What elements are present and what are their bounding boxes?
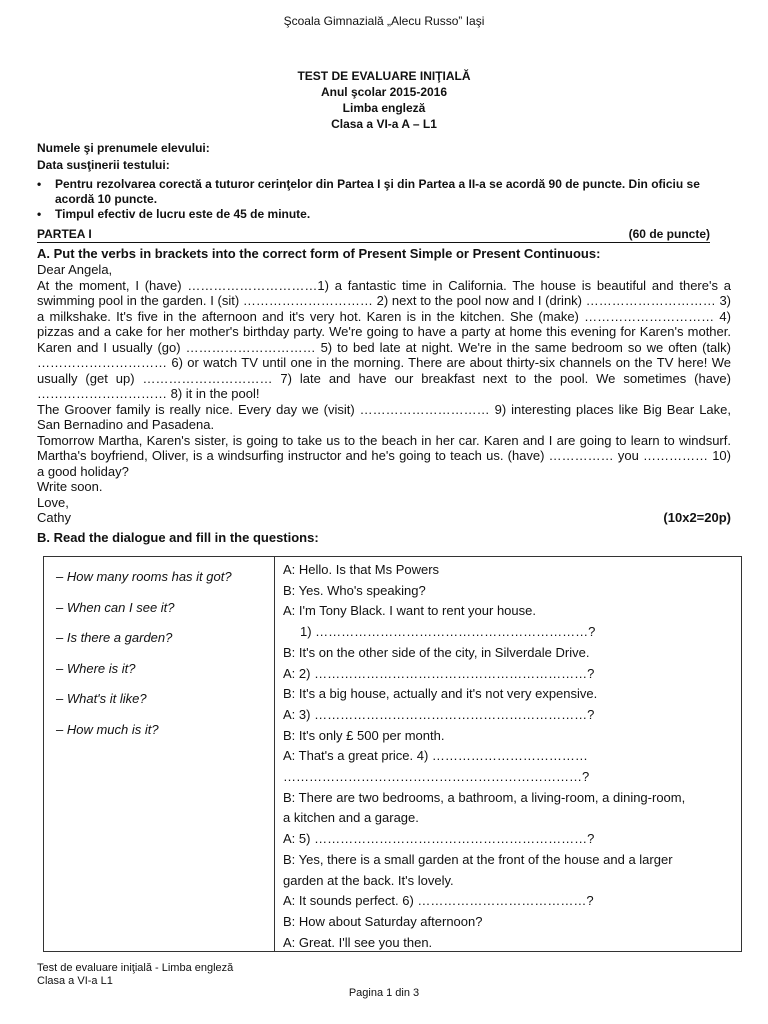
letter-paragraph: The Groover family is really nice. Every day we (visit) ………………………… 9) interesting places like Big Bear Lake, San Bernadino and Pasadena. <box>37 401 731 432</box>
school-name: Şcoala Gimnazială „Alecu Russo” Iaşi <box>283 14 485 28</box>
letter-paragraph: Love, <box>37 494 69 510</box>
dialogue-line: A: 5) ………………………………………………………? <box>283 831 595 847</box>
dialogue-line: 1) ………………………………………………………? <box>300 624 596 640</box>
question-item: – How much is it? <box>56 721 159 737</box>
dialogue-line: B: Yes. Who's speaking? <box>283 582 426 598</box>
student-name-field: Numele şi prenumele elevului: <box>37 141 210 155</box>
student-fields <box>37 140 210 174</box>
question-list <box>56 569 266 752</box>
dialogue-line: A: Hello. Is that Ms Powers <box>283 562 440 577</box>
instruction-item: • Timpul efectiv de lucru este de 45 de minute. <box>37 207 737 222</box>
question-item: – Where is it? <box>56 660 136 676</box>
question-item: – When can I see it? <box>56 599 175 615</box>
letter-paragraph: Dear Angela, <box>37 262 113 277</box>
exercise-a-score: (10x2=20p) <box>663 510 731 525</box>
table-divider <box>274 557 275 951</box>
test-date-field: Data susţinerii testului: <box>37 158 170 172</box>
exercise-a-letter <box>37 262 731 526</box>
dialogue-line: A: It sounds perfect. 6) …………………………………? <box>283 893 594 909</box>
class-label: Clasa a VI-a A – L1 <box>331 117 437 131</box>
dialogue-line: A: I'm Tony Black. I want to rent your house. <box>283 603 536 619</box>
part-one-label: PARTEA I <box>37 227 92 241</box>
letter-paragraph: At the moment, I (have) …………………………1) a fantastic time in California. The house is beautiful and there's a swimming pool in the garden. I (sit) ………………………… 2) next to the pool now and I (drink) ………………………… 3) a milkshake. It's five in the afternoon and it's very hot. Karen is in the kitchen. She (make) ………………………… 4) pizzas and a cake for her mother's birthday party. We're going to have a party at home this evening for Karen's mother. Karen and I usually (go) ………………………… 5) to bed late at night. We're in the same bedroom so we often (talk) ………………………… 6) or watch TV until one in the morning. There are about thirty-six channels on the TV here! We usually (get up) ………………………… 7) late and have our breakfast next to the pool. We sometimes (have) ………………………… 8) it in the pool! <box>37 277 731 401</box>
letter-paragraph: Write soon. <box>37 479 103 494</box>
dialogue-line: A: That's a great price. 4) ……………………………… <box>283 748 588 764</box>
page-footer <box>37 962 233 988</box>
dialogue-line: B: It's on the other side of the city, in Silverdale Drive. <box>283 644 590 660</box>
dialogue-table <box>43 556 742 952</box>
dialogue-line: A: 2) ………………………………………………………? <box>283 665 595 681</box>
question-item: – Is there a garden? <box>56 630 173 645</box>
dialogue-line: garden at the back. It's lovely. <box>283 872 454 888</box>
dialogue-line: a kitchen and a garage. <box>283 810 419 826</box>
letter-paragraph: Tomorrow Martha, Karen's sister, is going to take us to the beach in her car. Karen and I are going to learn to windsurf. Martha's boyfriend, Oliver, is a windsurfing instructor and he's going to teach us. (have) …………… you …………… 10) a good holiday? <box>37 432 731 479</box>
dialogue-line: B: How about Saturday afternoon? <box>283 913 483 929</box>
instructions-list <box>37 177 737 222</box>
exercise-a-instruction: A. Put the verbs in brackets into the correct form of Present Simple or Present Continuous: <box>37 246 601 261</box>
part-one-heading <box>37 227 710 243</box>
dialogue-line: B: It's a big house, actually and it's not very expensive. <box>283 686 598 702</box>
dialogue-line: B: It's only £ 500 per month. <box>283 727 445 743</box>
footer-line: Test de evaluare iniţială - Limba engleză <box>37 962 234 974</box>
dialogue-line: B: There are two bedrooms, a bathroom, a living-room, a dining-room, <box>283 789 686 805</box>
subject: Limba engleză <box>342 101 426 115</box>
school-year: Anul şcolar 2015-2016 <box>320 85 448 99</box>
dialogue-line: B: Yes, there is a small garden at the front of the house and a larger <box>283 851 673 867</box>
letter-paragraph: Cathy <box>37 510 71 525</box>
footer-line: Clasa a VI-a L1 <box>37 975 113 987</box>
dialogue-line: A: Great. I'll see you then. <box>283 934 433 950</box>
test-title: TEST DE EVALUARE INIŢIALĂ <box>297 69 471 83</box>
exercise-b-instruction: B. Read the dialogue and fill in the questions: <box>37 530 319 545</box>
test-title-block <box>0 68 768 132</box>
dialogue-lines <box>283 560 738 953</box>
question-item: – What's it like? <box>56 691 147 706</box>
page-number: Pagina 1 din 3 <box>348 987 420 999</box>
question-item: – How many rooms has it got? <box>56 569 232 584</box>
part-one-points: (60 de puncte) <box>628 227 710 241</box>
instruction-item: • Pentru rezolvarea corectă a tuturor cerinţelor din Partea I şi din Partea a II-a se acordă 90 de puncte. Din oficiu se acordă 10 puncte. <box>37 177 737 207</box>
dialogue-line: ……………………………………………………………? <box>283 769 590 785</box>
dialogue-line: A: 3) ………………………………………………………? <box>283 706 595 722</box>
